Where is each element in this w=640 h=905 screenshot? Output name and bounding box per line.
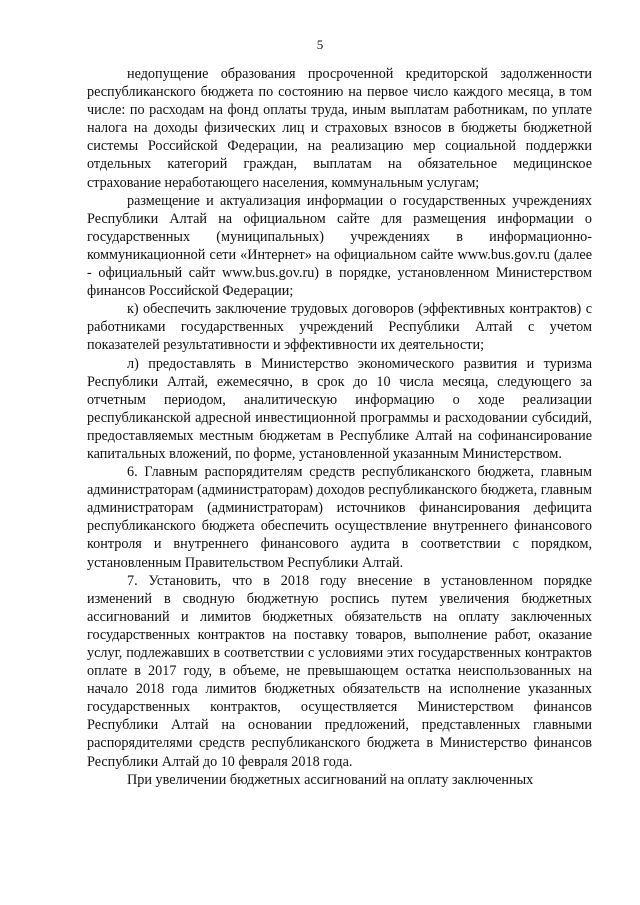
- paragraph-item-k-contracts: к) обеспечить заключение трудовых договоров (эффективных контрактов) с работниками государственных учреждений Республики Алтай с учетом показателей результативности и эффективности их деятельности;: [87, 301, 592, 354]
- paragraph-section-6: 6. Главным распорядителям средств республиканского бюджета, главным администраторам (администраторам) доходов республиканского бюджета, главным администраторам (администраторам) источников финансирования дефицита республиканского бюджета обеспечить осуществление внутреннего финансового контроля и внутреннего финансового аудита в соответствии с порядком, установленным Правительством Республики Алтай.: [87, 464, 592, 571]
- document-body: [87, 65, 592, 789]
- paragraph-bus-gov-info: размещение и актуализация информации о государственных учреждениях Республики Алтай на официальном сайте для размещения информации о государственных (муниципальных) учреждениях в информационно-коммуникационной сети «Интернет» на официальном сайте www.bus.gov.ru (далее - официальный сайт www.bus.gov.ru) в порядке, установленном Министерством финансов Российской Федерации;: [87, 192, 592, 300]
- paragraph-section-7: 7. Установить, что в 2018 году внесение в установленном порядке изменений в сводную бюджетную роспись путем увеличения бюджетных ассигнований и лимитов бюджетных обязательств на оплату заключенных государственных контрактов на поставку товаров, выполнение работ, оказание услуг, подлежавших в соответствии с условиями этих государственных контрактов оплате в 2017 году, в объеме, не превышающем остатка неиспользованных на начало 2018 года лимитов бюджетных обязательств на исполнение указанных государственных контрактов, осуществляется Министерством финансов Республики Алтай на основании предложений, представленных главными распорядителями средств республиканского бюджета в Министерство финансов Республики Алтай до 10 февраля 2018 года.: [87, 572, 592, 770]
- paragraph-overdue-debt: недопущение образования просроченной кредиторской задолженности республиканского бюджета по состоянию на первое число каждого месяца, в том числе: по расходам на фонд оплаты труда, иным выплатам работникам, по уплате налога на доходы физических лиц и страховых взносов в бюджеты бюджетной системы Российской Федерации, на реализацию мер социальной поддержки отдельных категорий граждан, выплатам на обязательное медицинское страхование неработающего населения, коммунальным услугам;: [87, 66, 592, 191]
- paragraph-item-l-reporting: л) предоставлять в Министерство экономического развития и туризма Республики Алтай, ежемесячно, в срок до 10 числа месяца, следующего за отчетным периодом, аналитическую информацию о ходе реализации республиканской адресной инвестиционной программы и расходовании субсидий, предоставляемых местным бюджетам в Республике Алтай на софинансирование капитальных вложений, по форме, установленной указанным Министерством.: [87, 355, 592, 462]
- page-number: 5: [316, 37, 324, 52]
- paragraph-continuation: При увеличении бюджетных ассигнований на оплату заключенных: [127, 771, 534, 788]
